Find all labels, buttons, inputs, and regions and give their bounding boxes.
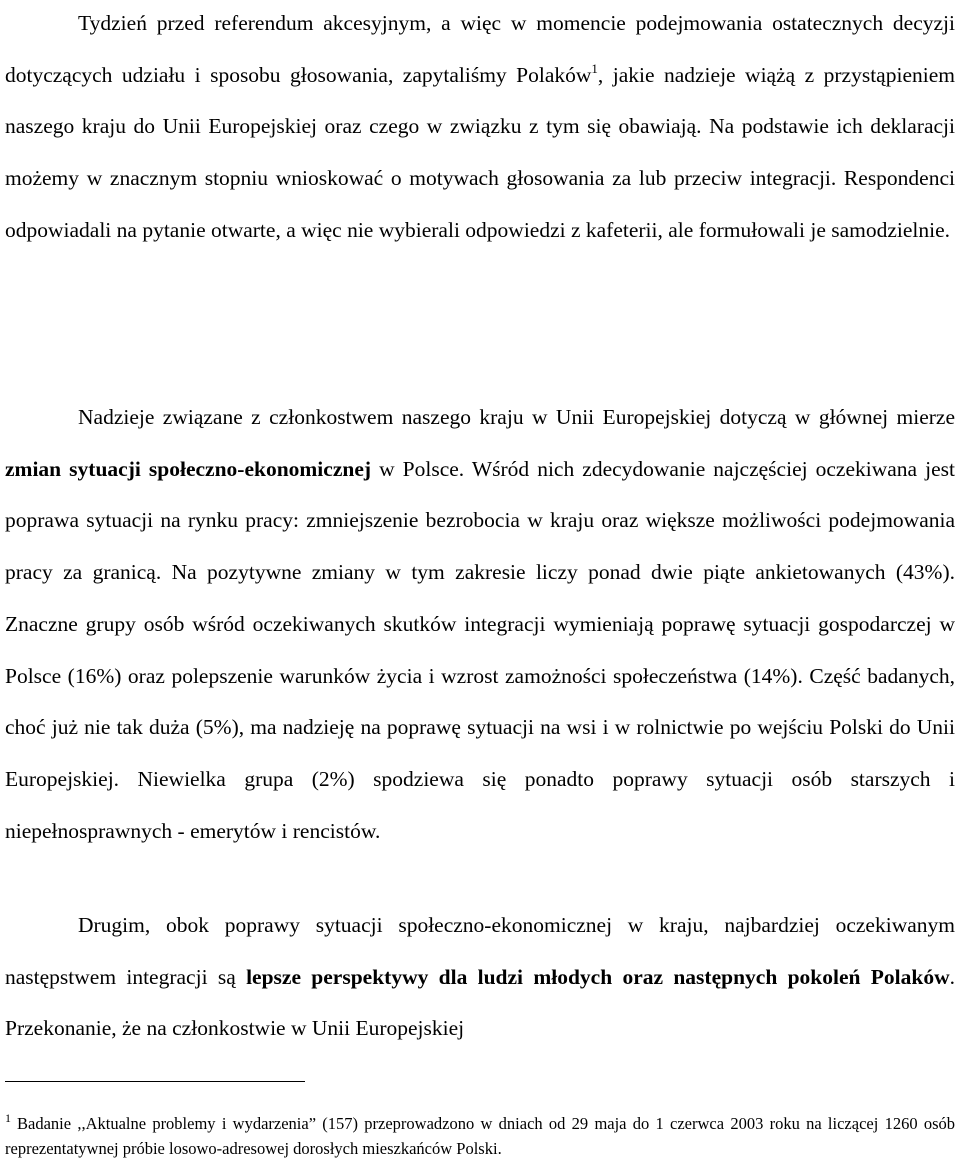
paragraph-text: . Przekonanie, że na członkostwie w Unii Europejskiej: [5, 964, 955, 1041]
footnote-text: Badanie ,,Aktualne problemy i wydarzenia” (157) przeprowadzono w dniach od 29 maja do 1 czerwca 2003 roku na liczącej 1260 osób reprezentatywnej próbie losowo-adresowej dorosłych mieszkańców Polski.: [5, 1114, 955, 1158]
footnote: [5, 1111, 955, 1161]
paragraph-hopes: [5, 392, 955, 857]
footnote-number: 1: [5, 1111, 11, 1126]
paragraph-text: Tydzień przed referendum akcesyjnym, a więc w momencie podejmowania ostatecznych decyzji dotyczących udziału i sposobu głosowania, zapytaliśmy Polaków: [5, 11, 955, 87]
paragraph-text: w Polsce. Wśród nich zdecydowanie najczęściej oczekiwana jest poprawa sytuacji na rynku pracy: zmniejszenie bezrobocia w kraju oraz większe możliwości podejmowania pracy za granicą. Na pozytywne zmiany w tym zakresie liczy ponad dwie piąte ankietowanych (43%). Znaczne grupy osób wśród oczekiwanych skutków integracji wymieniają poprawę sytuacji gospodarczej w Polsce (16%) oraz polepszenie warunków życia i wzrost zamożności społeczeństwa (14%). Część badanych, choć już nie tak duża (5%), ma nadzieję na poprawę sytuacji na wsi i w rolnictwie po wejściu Polski do Unii Europejskiej. Niewielka grupa (2%) spodziewa się ponadto poprawy sytuacji osób starszych i niepełnosprawnych - emerytów i rencistów.: [5, 456, 956, 843]
paragraph-second-effect: [5, 900, 955, 1055]
paragraph-text: Drugim, obok poprawy sytuacji społeczno-ekonomicznej w kraju, najbardziej oczekiwanym następstwem integracji są: [5, 913, 955, 989]
footnote-separator: [5, 1081, 305, 1082]
bold-phrase: zmian sytuacji społeczno-ekonomicznej: [5, 456, 372, 481]
bold-phrase: lepsze perspektywy dla ludzi młodych oraz następnych pokoleń Polaków: [246, 964, 950, 989]
paragraph-text: , jakie nadzieje wiążą z przystąpieniem naszego kraju do Unii Europejskiej oraz czego w związku z tym się obawiają. Na podstawie ich deklaracji możemy w znacznym stopniu wnioskować o motywach głosowania za lub przeciw integracji. Respondenci odpowiadali na pytanie otwarte, a więc nie wybierali odpowiedzi z kafeterii, ale formułowali je samodzielnie.: [5, 62, 955, 242]
paragraph-text: Nadzieje związane z członkostwem naszego kraju w Unii Europejskiej dotyczą w głównej mierze: [78, 405, 955, 429]
footnote-reference: 1: [591, 60, 598, 76]
paragraph-intro: [5, 0, 955, 257]
